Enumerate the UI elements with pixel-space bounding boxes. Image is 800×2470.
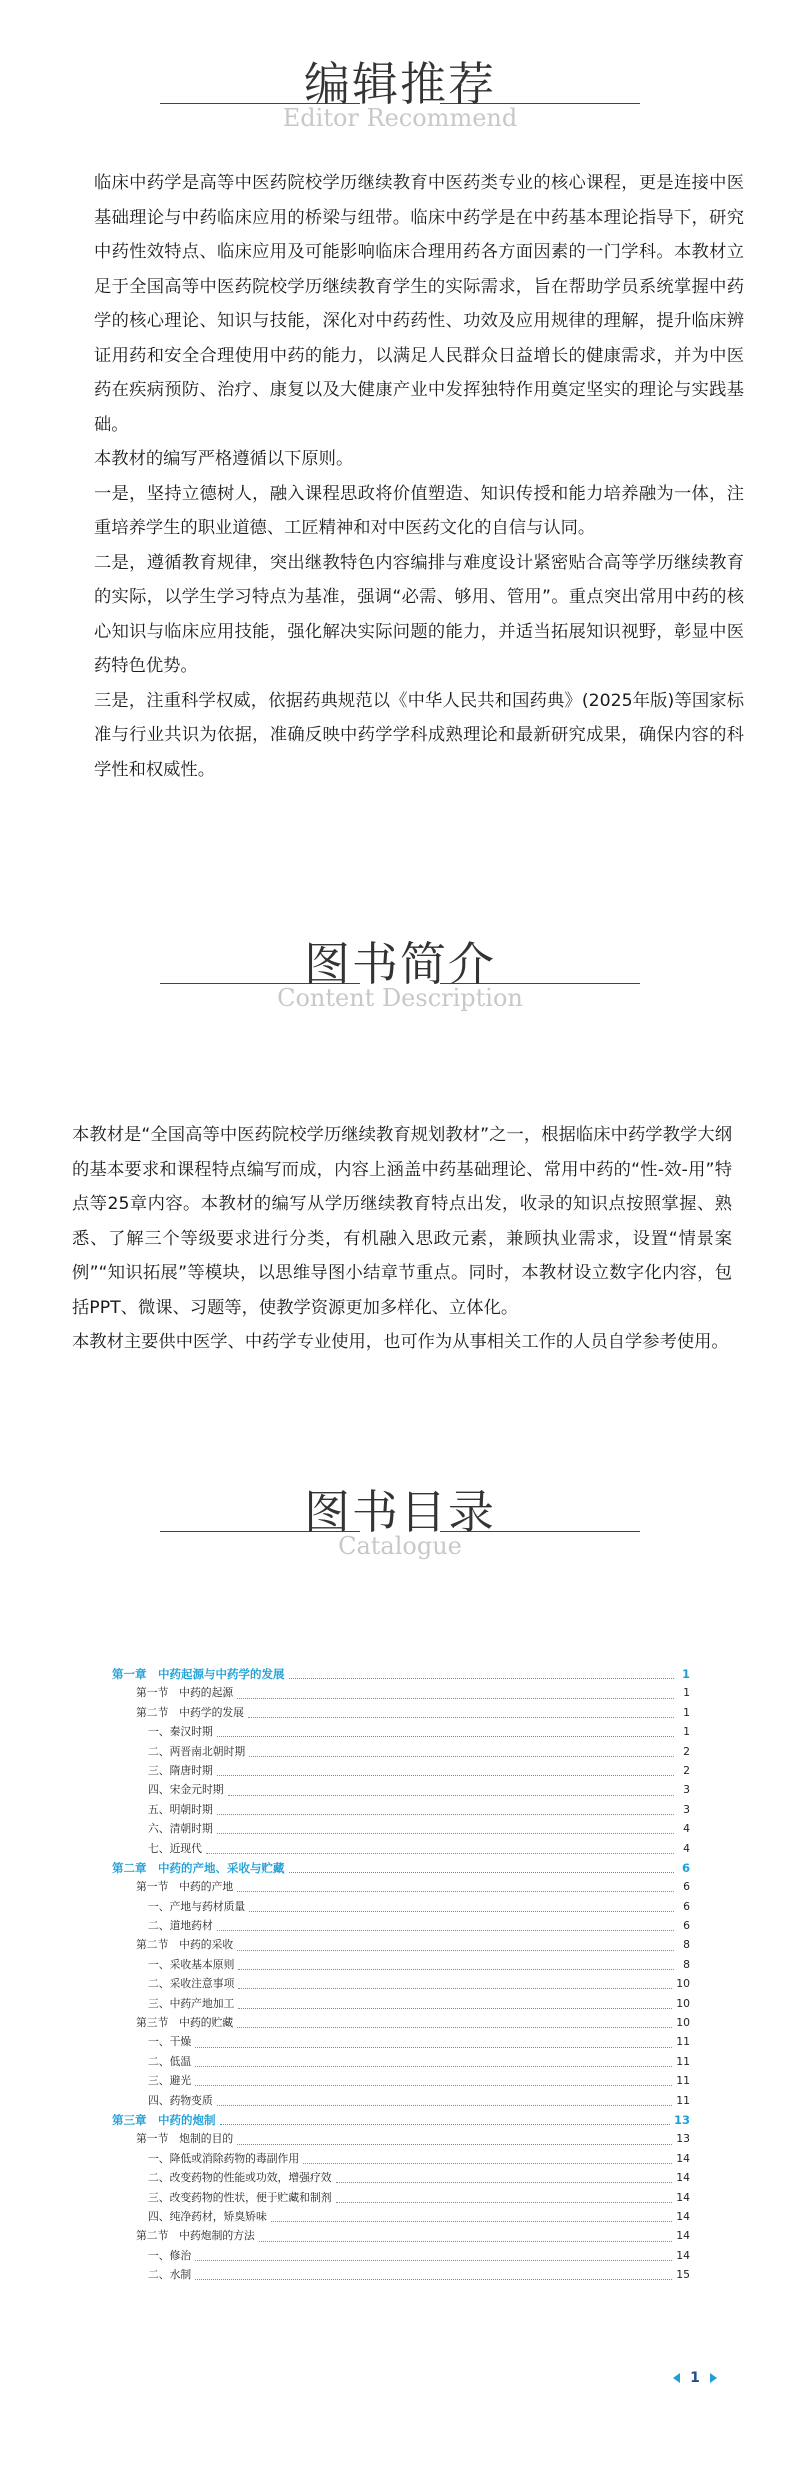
toc-entry-label: 四、药物变质 [148, 2093, 213, 2107]
toc-item-row[interactable] [112, 2054, 690, 2073]
toc-page-number: 2 [683, 1744, 690, 1758]
toc-leader-dots [248, 1711, 674, 1718]
toc-page-number: 14 [676, 2229, 690, 2243]
toc-item-row[interactable] [112, 1802, 690, 1821]
toc-page-number: 6 [683, 1919, 690, 1933]
toc-entry-label: 二、道地药材 [148, 1919, 213, 1933]
toc-section-row[interactable] [112, 1685, 690, 1704]
toc-item-row[interactable] [112, 1782, 690, 1801]
catalogue-header [0, 1476, 800, 1566]
toc-page-number: 8 [683, 1938, 690, 1952]
editor-paragraph: 本教材的编写严格遵循以下原则。 [94, 449, 354, 469]
intro-header [0, 928, 800, 1018]
toc-leader-dots [237, 1944, 674, 1951]
toc-leader-dots [249, 1750, 674, 1757]
intro-title-en: Content Description [277, 984, 523, 1012]
intro-paragraph: 本教材是“全国高等中医药院校学历继续教育规划教材”之一，根据临床中药学教学大纲的基本要求和课程特点编写而成，内容上涵盖中药基础理论、常用中药的“性-效-用”特点等25章内容。本教材的编写从学历继续教育特点出发，收录的知识点按照掌握、熟悉、了解三个等级要求进行分类，有机融入思政元素，兼顾执业需求，设置“情景案例”“知识拓展”等模块，以思维导图小结章节重点。同时，本教材设立数字化内容，包括PPT、微课、习题等，使教学资源更加多样化、立体化。 [72, 1125, 732, 1318]
toc-leader-dots [259, 2235, 672, 2242]
toc-item-row[interactable] [112, 1841, 690, 1860]
toc-page-number: 8 [683, 1957, 690, 1971]
editor-paragraph: 二是，遵循教育规律，突出继教特色内容编排与难度设计紧密贴合高等学历继续教育的实际，以学生学习特点为基准，强调“必需、够用、管用”。重点突出常用中药的核心知识与临床应用技能，强化解决实际问题的能力，并适当拓展知识视野，彰显中医药特色优势。 [94, 552, 744, 676]
toc-leader-dots [237, 2021, 672, 2028]
toc-section-row[interactable] [112, 1705, 690, 1724]
toc-page-number: 1 [683, 1705, 690, 1719]
toc-item-row[interactable] [112, 2190, 690, 2209]
toc-page-number: 10 [676, 1977, 690, 1991]
toc-leader-dots [195, 2060, 672, 2067]
toc-entry-label: 二、两晋南北朝时期 [148, 1744, 246, 1758]
toc-chapter-row[interactable] [112, 1860, 690, 1879]
toc-leader-dots [217, 1827, 674, 1834]
toc-entry-label: 一、秦汉时期 [148, 1725, 213, 1739]
editor-paragraph: 三是，注重科学权威，依据药典规范以《中华人民共和国药典》(2025年版)等国家标准与行业共识为依据，准确反映中药学学科成熟理论和最新研究成果，确保内容的科学性和权威性。 [94, 690, 744, 780]
toc-leader-dots [220, 2118, 670, 2125]
toc-item-row[interactable] [112, 2267, 690, 2286]
toc-page-number: 14 [676, 2248, 690, 2262]
toc-entry-label: 六、清朝时期 [148, 1822, 213, 1836]
toc-entry-label: 第三章 中药的炮制 [112, 2112, 216, 2127]
toc-page-number: 11 [676, 2093, 690, 2107]
intro-title-cn: 图书简介 [304, 937, 496, 991]
catalogue-title-cn: 图书目录 [304, 1485, 496, 1539]
toc-entry-label: 第二章 中药的产地、采收与贮藏 [112, 1860, 285, 1875]
toc-entry-label: 一、产地与药材质量 [148, 1899, 246, 1913]
toc-entry-label: 二、低温 [148, 2054, 192, 2068]
toc-page-number: 6 [683, 1899, 690, 1913]
toc-page-number: 1 [681, 1667, 690, 1681]
editor-title-en: Editor Recommend [282, 104, 518, 132]
toc-entry-label: 第二节 中药学的发展 [136, 1705, 244, 1719]
toc-entry-label: 四、宋金元时期 [148, 1783, 224, 1797]
toc-page-number: 1 [683, 1725, 690, 1739]
toc-entry-label: 第一节 中药的产地 [136, 1880, 234, 1894]
toc-entry-label: 三、改变药物的性状，便于贮藏和制剂 [148, 2190, 332, 2204]
toc-page-number: 15 [676, 2268, 690, 2282]
toc-entry-label: 一、干燥 [148, 2035, 192, 2049]
toc-leader-dots [238, 1982, 672, 1989]
toc-chapter-row[interactable] [112, 1666, 690, 1685]
toc-entry-label: 二、水制 [148, 2268, 192, 2282]
toc-entry-label: 七、近现代 [148, 1841, 202, 1855]
toc-entry-label: 一、采收基本原则 [148, 1957, 235, 1971]
toc-item-row[interactable] [112, 2034, 690, 2053]
toc-leader-dots [217, 1769, 674, 1776]
table-of-contents [112, 1666, 690, 2287]
toc-page-number: 6 [683, 1880, 690, 1894]
toc-page-number: 14 [676, 2171, 690, 2185]
toc-page-number: 11 [676, 2074, 690, 2088]
toc-item-row[interactable] [112, 1724, 690, 1743]
triangle-right-icon[interactable] [710, 2373, 717, 2383]
toc-item-row[interactable] [112, 2093, 690, 2112]
toc-section-row[interactable] [112, 2131, 690, 2150]
toc-leader-dots [237, 2138, 672, 2145]
toc-item-row[interactable] [112, 1976, 690, 1995]
toc-page-number: 13 [673, 2112, 690, 2127]
toc-entry-label: 第二节 中药炮制的方法 [136, 2229, 255, 2243]
toc-page-number: 14 [676, 2151, 690, 2165]
toc-entry-label: 五、明朝时期 [148, 1802, 213, 1816]
editor-paragraph: 临床中药学是高等中医药院校学历继续教育中医药类专业的核心课程，更是连接中医基础理论与中药临床应用的桥梁与纽带。临床中药学是在中药基本理论指导下，研究中药性效特点、临床应用及可能影响临床合理用药各方面因素的一门学科。本教材立足于全国高等中医药院校学历继续教育学生的实际需求，旨在帮助学员系统掌握中药学的核心理论、知识与技能，深化对中药药性、功效及应用规律的理解，提升临床辨证用药和安全合理使用中药的能力，以满足人民群众日益增长的健康需求，并为中医药在疾病预防、治疗、康复以及大健康产业中发挥独特作用奠定坚实的理论与实践基础。 [94, 173, 744, 435]
toc-page-number: 11 [676, 2035, 690, 2049]
toc-item-row[interactable] [112, 1918, 690, 1937]
toc-item-row[interactable] [112, 1744, 690, 1763]
toc-page-number: 6 [681, 1860, 690, 1875]
toc-entry-label: 第三节 中药的贮藏 [136, 2016, 234, 2030]
toc-entry-label: 三、隋唐时期 [148, 1763, 213, 1777]
toc-item-row[interactable] [112, 2170, 690, 2189]
editor-paragraph: 一是，坚持立德树人，融入课程思政将价值塑造、知识传授和能力培养融为一体，注重培养学生的职业道德、工匠精神和对中医药文化的自信与认同。 [94, 483, 744, 538]
toc-entry-label: 二、采收注意事项 [148, 1977, 235, 1991]
toc-entry-label: 第一章 中药起源与中药学的发展 [112, 1667, 285, 1681]
editor-title-cn: 编辑推荐 [304, 57, 496, 111]
toc-leader-dots [206, 1847, 674, 1854]
toc-leader-dots [217, 1808, 674, 1815]
toc-page-number: 4 [683, 1822, 690, 1836]
triangle-left-icon[interactable] [673, 2373, 680, 2383]
toc-page-number: 14 [676, 2209, 690, 2223]
toc-section-row[interactable] [112, 2228, 690, 2247]
toc-leader-dots [271, 2215, 672, 2222]
toc-page-number: 10 [676, 1996, 690, 2010]
toc-leader-dots [237, 1692, 674, 1699]
toc-entry-label: 三、中药产地加工 [148, 1996, 235, 2010]
toc-item-row[interactable] [112, 2151, 690, 2170]
toc-leader-dots [217, 1924, 674, 1931]
toc-leader-dots [217, 1730, 674, 1737]
toc-entry-label: 一、降低或消除药物的毒副作用 [148, 2151, 300, 2165]
toc-item-row[interactable] [112, 1957, 690, 1976]
toc-leader-dots [336, 2196, 673, 2203]
toc-item-row[interactable] [112, 2248, 690, 2267]
toc-entry-label: 二、改变药物的性能或功效，增强疗效 [148, 2171, 332, 2185]
toc-section-row[interactable] [112, 1937, 690, 1956]
toc-item-row[interactable] [112, 1996, 690, 2015]
toc-leader-dots [228, 1789, 674, 1796]
toc-item-row[interactable] [112, 2073, 690, 2092]
toc-page-number: 1 [683, 1686, 690, 1700]
toc-entry-label: 第一节 炮制的目的 [136, 2132, 234, 2146]
toc-entry-label: 一、修治 [148, 2248, 192, 2262]
intro-paragraph: 本教材主要供中医学、中药学专业使用，也可作为从事相关工作的人员自学参考使用。 [72, 1332, 729, 1352]
toc-page-number: 3 [683, 1783, 690, 1797]
toc-section-row[interactable] [112, 1879, 690, 1898]
toc-leader-dots [249, 1905, 674, 1912]
toc-leader-dots [238, 1963, 674, 1970]
toc-entry-label: 四、纯净药材，矫臭矫味 [148, 2209, 267, 2223]
toc-leader-dots [238, 2002, 672, 2009]
toc-page-number: 3 [683, 1802, 690, 1816]
toc-leader-dots [303, 2157, 672, 2164]
toc-leader-dots [336, 2176, 673, 2183]
toc-item-row[interactable] [112, 1821, 690, 1840]
page-number: 1 [690, 2370, 700, 2386]
toc-page-number: 2 [683, 1763, 690, 1777]
toc-page-number: 4 [683, 1841, 690, 1855]
toc-item-row[interactable] [112, 1763, 690, 1782]
toc-chapter-row[interactable] [112, 2112, 690, 2131]
catalogue-title-en: Catalogue [338, 1532, 462, 1560]
toc-page-number: 13 [676, 2132, 690, 2146]
toc-item-row[interactable] [112, 2209, 690, 2228]
toc-leader-dots [195, 2041, 672, 2048]
toc-leader-dots [217, 2099, 672, 2106]
toc-leader-dots [195, 2273, 672, 2280]
toc-page-number: 14 [676, 2190, 690, 2204]
toc-page-number: 10 [676, 2016, 690, 2030]
toc-leader-dots [289, 1866, 675, 1873]
toc-section-row[interactable] [112, 2015, 690, 2034]
toc-leader-dots [289, 1672, 675, 1679]
toc-entry-label: 第一节 中药的起源 [136, 1686, 234, 1700]
intro-body [72, 1118, 732, 1360]
toc-item-row[interactable] [112, 1899, 690, 1918]
toc-page-number: 11 [676, 2054, 690, 2068]
page-indicator [650, 2370, 740, 2386]
editor-body [94, 166, 744, 787]
toc-entry-label: 第二节 中药的采收 [136, 1938, 234, 1952]
toc-leader-dots [195, 2079, 672, 2086]
toc-leader-dots [195, 2254, 672, 2261]
toc-leader-dots [237, 1885, 674, 1892]
editor-header [0, 48, 800, 138]
toc-entry-label: 三、避光 [148, 2074, 192, 2088]
